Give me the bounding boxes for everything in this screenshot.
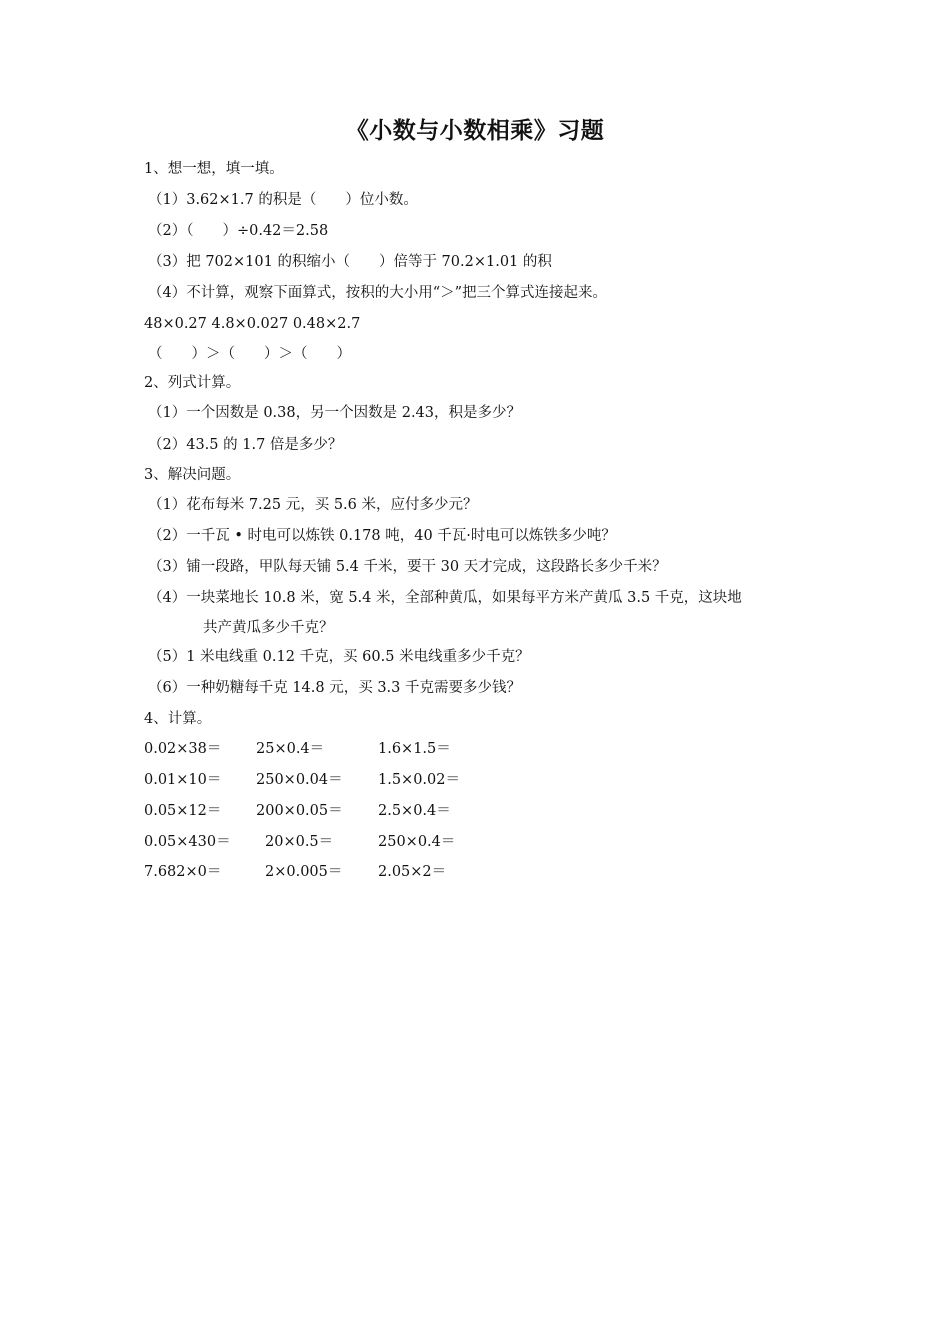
page-title: 《小数与小数相乘》习题 xyxy=(345,118,605,144)
calc-item: 0.02×38＝ xyxy=(144,741,222,757)
question-3-3: （3）铺一段路，甲队每天铺 5.4 千米，要干 30 天才完成，这段路长多少千米？ xyxy=(148,559,667,575)
calc-item: 0.05×12＝ xyxy=(144,803,222,819)
calc-item: 7.682×0＝ xyxy=(144,864,222,880)
calc-item: 0.01×10＝ xyxy=(144,772,222,788)
calc-item: 2.05×2＝ xyxy=(378,864,447,880)
calc-item: 250×0.04＝ xyxy=(256,772,343,788)
question-1-1: （1）3.62×1.7 的积是（ ）位小数。 xyxy=(148,192,418,208)
question-1-4: （4）不计算，观察下面算式，按积的大小用“＞”把三个算式连接起来。 xyxy=(148,285,608,301)
section-1-heading: 1、想一想，填一填。 xyxy=(144,161,284,177)
question-3-2: （2）一千瓦 • 时电可以炼铁 0.178 吨，40 千瓦·时电可以炼铁多少吨？ xyxy=(148,528,616,544)
section-2-heading: 2、列式计算。 xyxy=(144,375,241,391)
calc-item: 0.05×430＝ xyxy=(144,834,231,850)
calc-item: 20×0.5＝ xyxy=(265,834,334,850)
section-3-heading: 3、解决问题。 xyxy=(144,467,241,483)
comparison-blanks: （ ）＞（ ）＞（ ） xyxy=(148,346,351,362)
calc-item: 25×0.4＝ xyxy=(256,741,325,757)
calc-item: 1.5×0.02＝ xyxy=(378,772,460,788)
question-3-6: （6）一种奶糖每千克 14.8 元，买 3.3 千克需要多少钱？ xyxy=(148,680,522,696)
comparison-expressions: 48×0.27 4.8×0.027 0.48×2.7 xyxy=(144,316,361,332)
question-2-1: （1）一个因数是 0.38，另一个因数是 2.43，积是多少？ xyxy=(148,405,522,421)
question-3-5: （5）1 米电线重 0.12 千克，买 60.5 米电线重多少千克？ xyxy=(148,649,530,665)
question-3-4-line-2: 共产黄瓜多少千克？ xyxy=(203,620,334,636)
calc-item: 1.6×1.5＝ xyxy=(378,741,451,757)
question-3-4-line-1: （4）一块菜地长 10.8 米，宽 5.4 米，全部种黄瓜，如果每平方米产黄瓜 3.5 千克，这块地 xyxy=(148,590,742,606)
calc-item: 200×0.05＝ xyxy=(256,803,343,819)
question-2-2: （2）43.5 的 1.7 倍是多少？ xyxy=(148,437,343,453)
question-1-3: （3）把 702×101 的积缩小（ ）倍等于 70.2×1.01 的积 xyxy=(148,254,552,270)
calc-item: 250×0.4＝ xyxy=(378,834,456,850)
section-4-heading: 4、计算。 xyxy=(144,711,212,727)
calc-item: 2.5×0.4＝ xyxy=(378,803,451,819)
question-1-2: （2）（ ）÷0.42＝2.58 xyxy=(148,223,329,239)
calc-item: 2×0.005＝ xyxy=(265,864,343,880)
question-3-1: （1）花布每米 7.25 元，买 5.6 米，应付多少元？ xyxy=(148,497,478,513)
